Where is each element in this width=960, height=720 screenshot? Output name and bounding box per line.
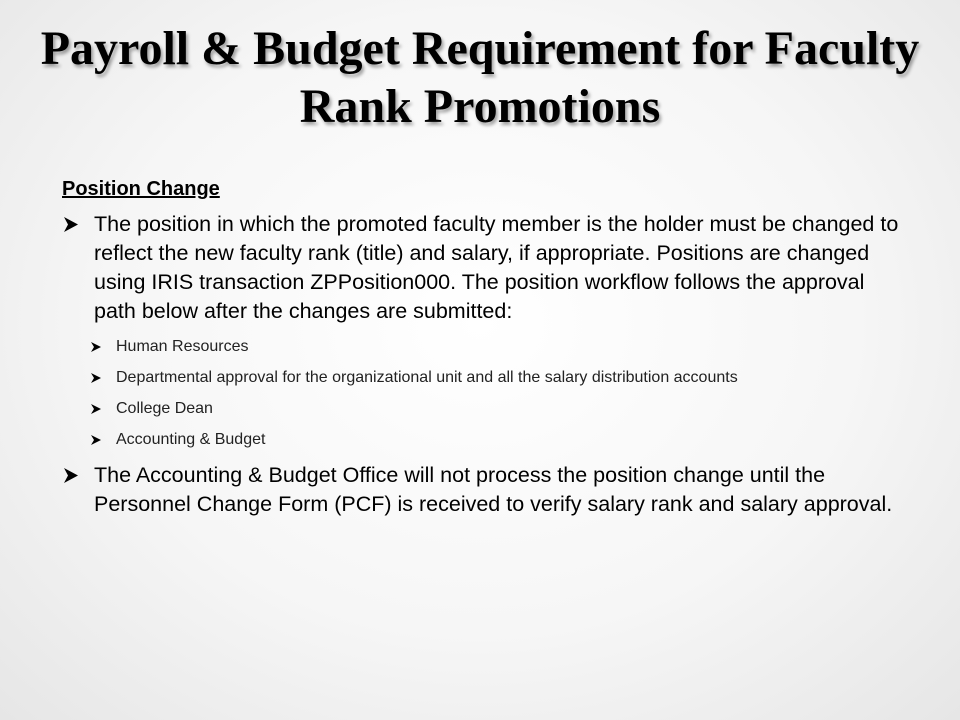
sub-bullet-item — [90, 367, 912, 389]
bullet-item — [62, 461, 912, 519]
sub-bullet-item — [90, 398, 912, 420]
arrowhead-bullet-icon — [62, 461, 82, 490]
slide-content — [62, 176, 912, 529]
arrowhead-bullet-icon — [62, 210, 82, 239]
section-heading: Position Change — [62, 178, 220, 200]
arrowhead-bullet-icon — [90, 367, 104, 389]
arrowhead-bullet-icon — [90, 398, 104, 420]
sub-bullet-text: Accounting & Budget — [116, 431, 266, 448]
bullet-text: The Accounting & Budget Office will not process the position change until the Personnel Change Form (PCF) is received to verify salary rank and salary approval. — [94, 463, 893, 516]
sub-bullet-item — [90, 336, 912, 358]
bullet-text: The position in which the promoted faculty member is the holder must be changed to reflect the new faculty rank (title) and salary, if appropriate. Positions are changed using IRIS transaction ZPPosition000. The position workflow follows the approval path below after the changes are submitted: — [94, 212, 899, 323]
arrowhead-bullet-icon — [90, 336, 104, 358]
sub-bullet-text: College Dean — [116, 400, 213, 417]
sub-bullet-item — [90, 429, 912, 451]
sub-bullet-text: Human Resources — [116, 338, 249, 355]
slide-title: Payroll & Budget Requirement for Faculty Rank Promotions — [40, 22, 920, 133]
bullet-item — [62, 210, 912, 326]
approval-path-list — [62, 336, 912, 451]
arrowhead-bullet-icon — [90, 429, 104, 451]
sub-bullet-text: Departmental approval for the organizational unit and all the salary distribution accounts — [116, 369, 738, 386]
